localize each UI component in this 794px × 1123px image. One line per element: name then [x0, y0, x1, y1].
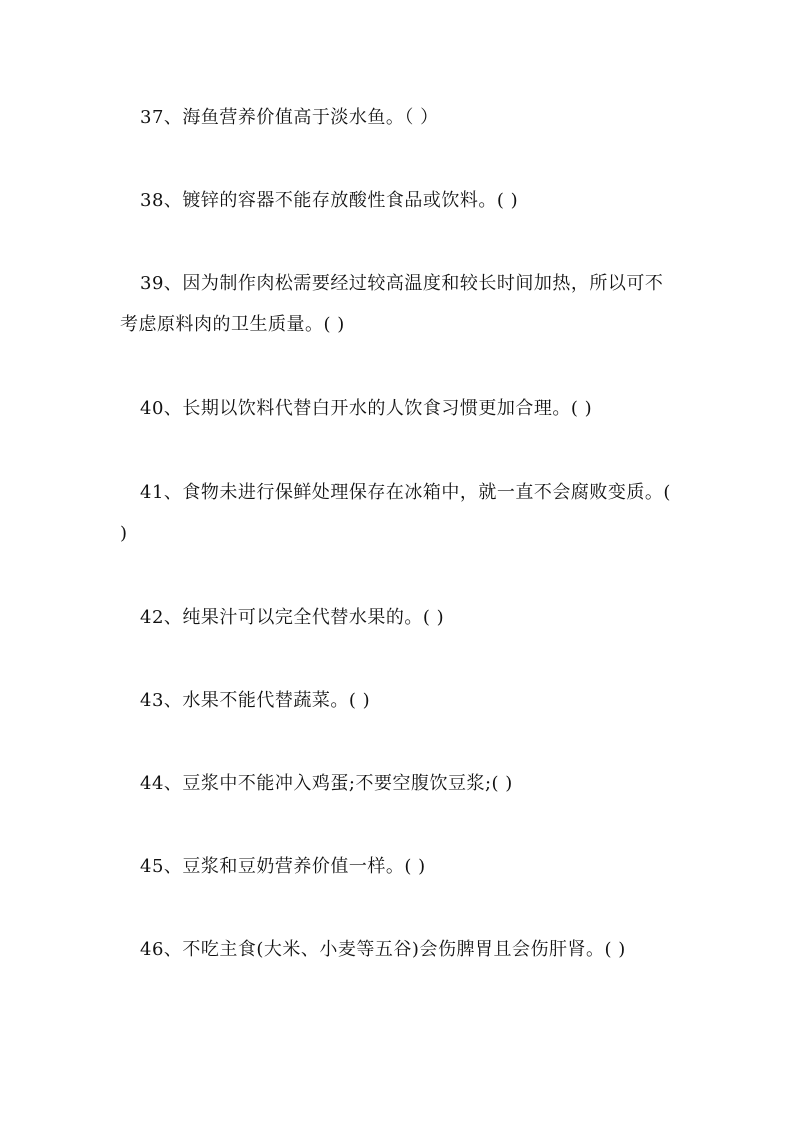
question-46: 46、不吃主食(大米、小麦等五谷)会伤脾胃且会伤肝肾。( ) [140, 939, 626, 960]
question-41: 41、食物未进行保鲜处理保存在冰箱中，就一直不会腐败变质。( ) [120, 482, 671, 544]
question-43: 43、水果不能代替蔬菜。( ) [140, 690, 371, 711]
question-45: 45、豆浆和豆奶营养价值一样。( ) [140, 856, 426, 877]
question-37: 37、海鱼营养价值高于淡水鱼。（ ） [140, 107, 439, 128]
question-40: 40、长期以饮料代替白开水的人饮食习惯更加合理。( ) [140, 398, 593, 419]
question-38: 38、镀锌的容器不能存放酸性食品或饮料。( ) [140, 190, 519, 211]
question-42: 42、纯果汁可以完全代替水果的。( ) [140, 607, 445, 628]
question-39: 39、因为制作肉松需要经过较高温度和较长时间加热，所以可不考虑原料肉的卫生质量。( ) [120, 273, 664, 335]
question-44: 44、豆浆中不能冲入鸡蛋;不要空腹饮豆浆;( ) [140, 773, 513, 794]
